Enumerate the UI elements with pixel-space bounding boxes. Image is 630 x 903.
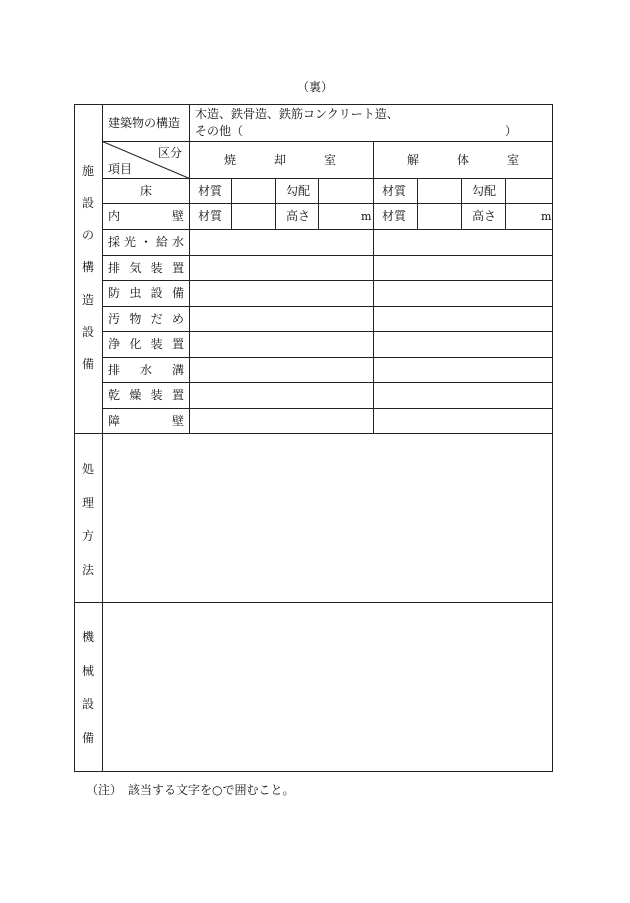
structure-other-suffix: ）: [505, 124, 518, 138]
structure-options: 木造、鉄骨造、鉄筋コンクリート造、: [195, 107, 399, 121]
incinerator-wall-material-label: 材質: [198, 209, 223, 223]
page-side-label: （裏）: [296, 80, 333, 94]
incinerator-floor-slope-label: 勾配: [286, 184, 311, 198]
dismantle-wall-height-unit: m: [541, 210, 552, 223]
row-waste-pit-label: 汚 物 だ め: [108, 312, 184, 326]
dismantle-room-header: 解 体 室: [407, 153, 519, 167]
incinerator-floor-material-label: 材質: [198, 184, 223, 198]
header-koumoku: 項目: [108, 162, 133, 176]
processing-method-field[interactable]: [103, 434, 552, 602]
incinerator-wall-height-label: 高さ: [286, 209, 311, 223]
dismantle-wall-height-label: 高さ: [472, 209, 497, 223]
processing-method-label: 処 理 方 法: [81, 462, 94, 577]
facility-structure-label: 施 設 の 構 造 設 備: [81, 164, 94, 371]
machinery-label: 機 械 設 備: [81, 630, 94, 745]
row-insect-control-label: 防 虫 設 備: [108, 286, 184, 300]
footnote: （注） 該当する文字を○で囲むこと。: [86, 783, 295, 797]
row-barrier-wall-label: 障 壁: [108, 414, 184, 428]
row-drain-label: 排 水 溝: [108, 363, 184, 377]
incinerator-room-header: 焼 却 室: [224, 153, 336, 167]
dismantle-floor-material-label: 材質: [382, 184, 407, 198]
row-dryer-label: 乾 燥 装 置: [108, 388, 184, 402]
machinery-field[interactable]: [103, 603, 552, 771]
structure-other-field[interactable]: [250, 124, 500, 138]
header-kubun: 区分: [158, 146, 183, 160]
dismantle-floor-slope-label: 勾配: [472, 184, 497, 198]
inner-wall-label: 内 壁: [108, 209, 184, 223]
dismantle-wall-material-label: 材質: [382, 209, 407, 223]
structure-label: 建築物の構造: [108, 116, 181, 130]
row-exhaust-label: 排 気 装 置: [108, 261, 184, 275]
row-purifier-label: 浄 化 装 置: [108, 337, 184, 351]
row-lighting-water-label: 採 光 ・ 給 水: [108, 235, 184, 249]
incinerator-wall-height-unit: m: [361, 210, 372, 223]
structure-other-prefix: その他（: [195, 124, 244, 138]
floor-label: 床: [140, 184, 153, 198]
